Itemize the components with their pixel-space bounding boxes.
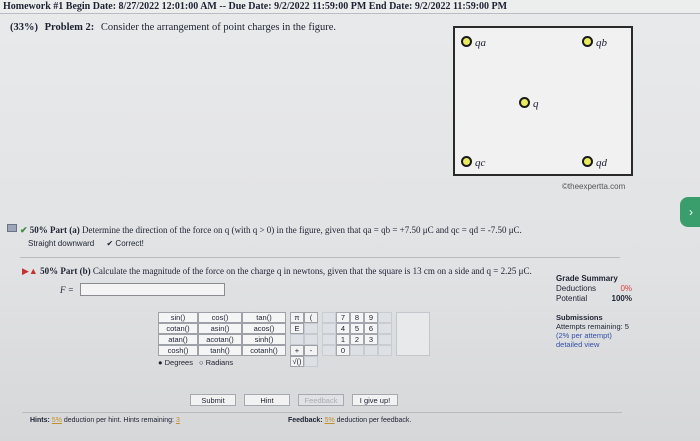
potential-value: 100% bbox=[611, 294, 632, 303]
charge-dot-icon bbox=[519, 97, 530, 108]
hints-count: 3 bbox=[175, 417, 180, 424]
func-key[interactable]: cotanh() bbox=[242, 345, 286, 356]
feedback-label: Feedback: bbox=[288, 417, 323, 424]
blank-key bbox=[322, 345, 336, 356]
key-5[interactable]: 5 bbox=[350, 323, 364, 334]
key-4[interactable]: 4 bbox=[336, 323, 350, 334]
problem-weight: (33%) bbox=[10, 22, 38, 33]
func-key[interactable]: acotan() bbox=[198, 334, 242, 345]
minus-key[interactable]: - bbox=[304, 345, 318, 356]
key-6[interactable]: 6 bbox=[364, 323, 378, 334]
key-2[interactable]: 2 bbox=[350, 334, 364, 345]
func-key[interactable]: atan() bbox=[158, 334, 198, 345]
func-key[interactable]: cotan() bbox=[158, 323, 198, 334]
hints-info bbox=[30, 417, 180, 424]
hint-button[interactable]: Hint bbox=[244, 394, 290, 406]
force-input[interactable] bbox=[80, 283, 225, 296]
force-label: F = bbox=[60, 284, 74, 295]
hints-rest: deduction per hint. Hints remaining: bbox=[63, 417, 174, 424]
key-9[interactable]: 9 bbox=[364, 312, 378, 323]
hint-feedback-footer bbox=[22, 412, 622, 428]
give-up-button[interactable]: I give up! bbox=[352, 394, 398, 406]
blank-key bbox=[322, 334, 336, 345]
problem-prompt: Consider the arrangement of point charges in the figure. bbox=[100, 22, 337, 33]
func-key[interactable]: sinh() bbox=[242, 334, 286, 345]
triangle-icon: ▶▲ bbox=[22, 266, 38, 276]
detailed-view-link[interactable]: detailed view bbox=[556, 340, 600, 349]
part-b-answer-row bbox=[60, 283, 225, 296]
blank-key bbox=[322, 312, 336, 323]
potential-label: Potential bbox=[556, 294, 588, 303]
blank-key bbox=[322, 323, 336, 334]
func-key[interactable]: tanh() bbox=[198, 345, 242, 356]
charge-label: qb bbox=[596, 37, 607, 49]
charge-qd bbox=[582, 153, 607, 169]
blank-key bbox=[290, 334, 304, 345]
grade-summary bbox=[556, 274, 632, 304]
charge-dot-icon bbox=[582, 156, 593, 167]
key-1[interactable]: 1 bbox=[336, 334, 350, 345]
e-key[interactable]: E bbox=[290, 323, 304, 334]
feedback-rest: deduction per feedback. bbox=[336, 417, 412, 424]
degrees-radio[interactable]: ● Degrees bbox=[158, 358, 193, 367]
blank-key bbox=[378, 334, 392, 345]
deductions-row bbox=[556, 284, 632, 294]
blank-key bbox=[350, 345, 364, 356]
key-3[interactable]: 3 bbox=[364, 334, 378, 345]
clear-key[interactable] bbox=[396, 312, 430, 356]
func-key[interactable]: tan() bbox=[242, 312, 286, 323]
checkmark-icon: ✔ bbox=[20, 225, 28, 235]
part-b-percent: 50% Part (b) bbox=[40, 266, 91, 276]
charge-dot-icon bbox=[461, 36, 472, 47]
func-key[interactable]: cos() bbox=[198, 312, 242, 323]
attempts-remaining: Attempts remaining: 5 bbox=[556, 322, 629, 331]
misc-keys bbox=[290, 312, 318, 368]
part-b bbox=[22, 266, 532, 277]
plus-key[interactable]: + bbox=[290, 345, 304, 356]
blank-key bbox=[304, 334, 318, 345]
charge-qa bbox=[461, 33, 486, 49]
number-keypad bbox=[322, 312, 392, 368]
calculator bbox=[158, 312, 430, 368]
paren-key[interactable]: ( bbox=[304, 312, 318, 323]
charge-figure bbox=[453, 26, 633, 176]
feedback-pct: 5% bbox=[324, 417, 335, 424]
charge-qc bbox=[461, 153, 485, 169]
per-attempt: (2% per attempt) bbox=[556, 331, 612, 340]
func-key[interactable]: acos() bbox=[242, 323, 286, 334]
hints-pct: 5% bbox=[51, 417, 62, 424]
func-key[interactable]: cosh() bbox=[158, 345, 198, 356]
blank-key bbox=[378, 345, 392, 356]
key-7[interactable]: 7 bbox=[336, 312, 350, 323]
hints-label: Hints: bbox=[30, 417, 50, 424]
charge-dot-icon bbox=[461, 156, 472, 167]
side-tab-icon[interactable]: › bbox=[680, 197, 700, 227]
divider bbox=[20, 257, 620, 258]
key-0[interactable]: 0 bbox=[336, 345, 350, 356]
submit-button[interactable]: Submit bbox=[190, 394, 236, 406]
radians-radio[interactable]: ○ Radians bbox=[198, 358, 234, 367]
part-b-question: Calculate the magnitude of the force on the charge q in newtons, given that the square is 13 cm on a side and q = 2.25 μC. bbox=[92, 266, 532, 276]
potential-row bbox=[556, 294, 632, 304]
submissions-title: Submissions bbox=[556, 313, 603, 322]
angle-mode bbox=[158, 356, 286, 368]
sqrt-key[interactable]: √() bbox=[290, 356, 304, 367]
charge-label: qd bbox=[596, 157, 607, 169]
action-buttons bbox=[190, 394, 398, 406]
blank-key bbox=[378, 323, 392, 334]
func-key[interactable]: sin() bbox=[158, 312, 198, 323]
charge-dot-icon bbox=[582, 36, 593, 47]
charge-qb bbox=[582, 33, 607, 49]
deductions-label: Deductions bbox=[556, 284, 597, 293]
blank-key bbox=[304, 356, 318, 367]
part-a bbox=[20, 225, 522, 236]
feedback-info bbox=[288, 417, 411, 424]
part-a-answer bbox=[28, 239, 144, 248]
charge-label: q bbox=[533, 98, 539, 110]
blank-key bbox=[364, 345, 378, 356]
deductions-value: 0% bbox=[620, 284, 632, 293]
charge-label: qc bbox=[475, 157, 486, 169]
blank-key bbox=[304, 323, 318, 334]
figure-credit: ©theexpertta.com bbox=[562, 182, 626, 191]
part-a-answer-text: Straight downward bbox=[28, 239, 95, 248]
assignment-header bbox=[0, 0, 700, 14]
part-a-question: Determine the direction of the force on q (with q > 0) in the figure, given that qa = qb = +7.50 μC and qc = qd = -7.50 μC. bbox=[82, 225, 522, 235]
key-8[interactable]: 8 bbox=[350, 312, 364, 323]
header-text: Homework #1 Begin Date: 8/27/2022 12:01:00 AM -- Due Date: 9/2/2022 11:59:00 PM End Date: 9/2/2022 11:59:00 PM bbox=[3, 1, 508, 12]
submissions-panel bbox=[556, 313, 636, 349]
problem-title: Problem 2: bbox=[44, 22, 95, 33]
feedback-button[interactable]: Feedback bbox=[298, 394, 344, 406]
charge-q bbox=[519, 94, 539, 110]
part-a-status: ✔ Correct! bbox=[106, 239, 144, 248]
function-keys bbox=[158, 312, 286, 368]
charge-label: qa bbox=[475, 37, 486, 49]
blank-key bbox=[378, 312, 392, 323]
func-key[interactable]: asin() bbox=[198, 323, 242, 334]
pi-key[interactable]: π bbox=[290, 312, 304, 323]
grade-summary-title: Grade Summary bbox=[556, 274, 618, 283]
collapse-part-icon[interactable] bbox=[7, 224, 17, 232]
part-a-percent: 50% Part (a) bbox=[29, 225, 80, 235]
problem-heading bbox=[10, 22, 336, 33]
